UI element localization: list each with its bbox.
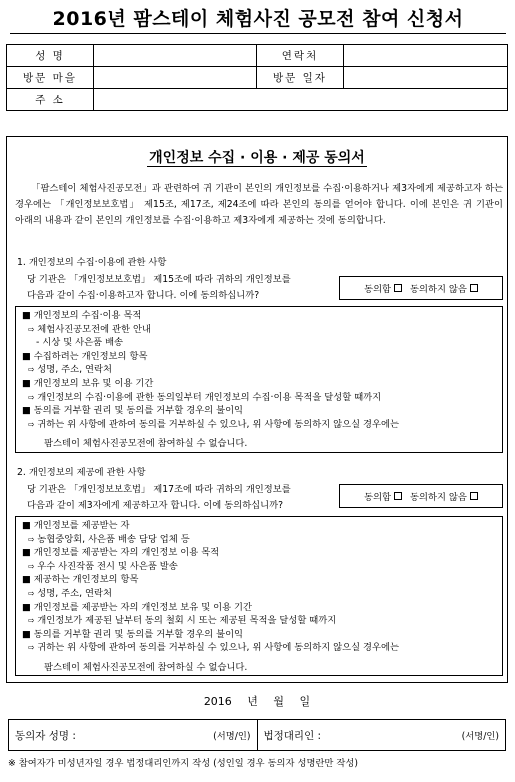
name-field[interactable] bbox=[94, 45, 257, 67]
form-title: 2016년 팜스테이 체험사진 공모전 참여 신청서 bbox=[52, 8, 464, 30]
title-underline bbox=[10, 33, 506, 34]
section1-agree-label: 동의함 bbox=[364, 284, 392, 295]
section1-detail-item: ■ 수집하려는 개인정보의 항목 bbox=[22, 350, 496, 364]
consent-intro: 「팜스테이 체험사진공모전」과 관련하여 귀 기관이 본인의 개인정보를 수집·이용하거나 제3자에게 제공하고자 하는 경우에는 「개인정보보호법」 제15조, 제17조, 제24조에 따라 본인의 동의를 얻어야 합니다. 이에 본인은 귀 기관이 아래의 내용과 같이 본인의 개인정보를 수집·이용하고 제3자에게 제공하는 것에 동의합니다. bbox=[15, 183, 503, 226]
section1-question bbox=[27, 272, 347, 304]
section2-question-line1: 당 기관은 「개인정보보호법」 제17조에 따라 귀하의 개인정보를 bbox=[27, 484, 291, 495]
section2-detail-item: ⇨ 개인정보가 제공된 날부터 동의 철회 시 또는 제공된 목적을 달성할 때까지 bbox=[22, 614, 496, 628]
section2-disagree-checkbox[interactable] bbox=[470, 492, 478, 500]
section1-detail-item: ⇨ 귀하는 위 사항에 관하여 동의를 거부하실 수 있으나, 위 사항에 동의하지 않으실 경우에는 bbox=[22, 418, 496, 432]
section2-detail-item: ■ 제공하는 개인정보의 항목 bbox=[22, 573, 496, 587]
section2-agree-checkbox[interactable] bbox=[394, 492, 402, 500]
consenter-label: 동의자 성명 : bbox=[15, 729, 76, 742]
section1-detail-item: ⇨ 성명, 주소, 연락처 bbox=[22, 363, 496, 377]
visit-date-label: 방문 일자 bbox=[257, 67, 344, 89]
section2-detail-item: ■ 개인정보를 제공받는 자 bbox=[22, 519, 496, 533]
section1-disagree-label: 동의하지 않음 bbox=[410, 284, 467, 295]
section1-detail-item: ■ 동의를 거부할 권리 및 동의를 거부할 경우의 불이익 bbox=[22, 404, 496, 418]
section2-detail-item: ■ 개인정보를 제공받는 자의 개인정보 이용 목적 bbox=[22, 546, 496, 560]
contact-label: 연락처 bbox=[257, 45, 344, 67]
section1-detail-item: ■ 개인정보의 보유 및 이용 기간 bbox=[22, 377, 496, 391]
contact-field[interactable] bbox=[344, 45, 508, 67]
signature-table bbox=[8, 719, 506, 751]
section2-question bbox=[27, 482, 347, 514]
section2-detail-item: ■ 개인정보를 제공받는 자의 개인정보 보유 및 이용 기간 bbox=[22, 601, 496, 615]
village-field[interactable] bbox=[94, 67, 257, 89]
section1-detail-item: ⇨ 체험사진공모전에 관한 안내 bbox=[22, 323, 496, 337]
consent-date: 2016 년 월 일 bbox=[203, 695, 311, 708]
section2-detail-item: ⇨ 귀하는 위 사항에 관하여 동의를 거부하실 수 있으나, 위 사항에 동의하지 않으실 경우에는 bbox=[22, 641, 496, 655]
section1-question-line2: 다음과 같이 수집·이용하고자 합니다. 이에 동의하십니까? bbox=[27, 290, 260, 301]
consent-title bbox=[7, 147, 507, 167]
section2-detail-item: 팜스테이 체험사진공모전에 참여하실 수 없습니다. bbox=[44, 661, 248, 673]
section1-consent-choice bbox=[339, 276, 503, 300]
section1-agree-checkbox[interactable] bbox=[394, 284, 402, 292]
guardian-cell[interactable] bbox=[257, 720, 506, 751]
consenter-cell[interactable] bbox=[9, 720, 258, 751]
applicant-info-table bbox=[6, 44, 508, 111]
section1-heading: 1. 개인정보의 수집·이용에 관한 사항 bbox=[17, 257, 167, 268]
section1-detail-item: ■ 개인정보의 수집·이용 목적 bbox=[22, 309, 496, 323]
section1-detail-item: ⇨ 개인정보의 수집·이용에 관한 동의일부터 개인정보의 수집·이용 목적을 달성할 때까지 bbox=[22, 391, 496, 405]
section1-detail-item: 팜스테이 체험사진공모전에 참여하실 수 없습니다. bbox=[44, 438, 248, 450]
section2-details bbox=[15, 516, 503, 676]
village-label: 방문 마을 bbox=[7, 67, 94, 89]
section2-consent-choice bbox=[339, 484, 503, 508]
section2-question-line2: 다음과 같이 제3자에게 제공하고자 합니다. 이에 동의하십니까? bbox=[27, 500, 284, 511]
section2-detail-item: ⇨ 우수 사진작품 전시 및 사은품 발송 bbox=[22, 560, 496, 574]
section1-details bbox=[15, 306, 503, 453]
section2-detail-item: ■ 동의를 거부할 권리 및 동의를 거부할 경우의 불이익 bbox=[22, 628, 496, 642]
section1-detail-item: - 시상 및 사은품 배송 bbox=[22, 336, 496, 350]
visit-date-field[interactable] bbox=[344, 67, 508, 89]
section2-detail-item: ⇨ 농협중앙회, 사은품 배송 담당 업체 등 bbox=[22, 533, 496, 547]
section2-heading: 2. 개인정보의 제공에 관한 사항 bbox=[17, 467, 146, 478]
address-label: 주 소 bbox=[7, 89, 94, 111]
name-label: 성 명 bbox=[7, 45, 94, 67]
consent-section bbox=[6, 136, 508, 708]
section2-agree-label: 동의함 bbox=[364, 492, 392, 503]
consenter-sign-note: (서명/인) bbox=[213, 730, 251, 742]
section1-disagree-checkbox[interactable] bbox=[470, 284, 478, 292]
form-title-wrap bbox=[8, 6, 508, 32]
section1-question-line1: 당 기관은 「개인정보보호법」 제15조에 따라 귀하의 개인정보를 bbox=[27, 274, 291, 285]
guardian-sign-note: (서명/인) bbox=[461, 730, 499, 742]
section2-disagree-label: 동의하지 않음 bbox=[410, 492, 467, 503]
section2-detail-item: ⇨ 성명, 주소, 연락처 bbox=[22, 587, 496, 601]
address-field[interactable] bbox=[94, 89, 508, 111]
consent-title-text: 개인정보 수집 · 이용 · 제공 동의서 bbox=[149, 150, 365, 166]
footnote: ※ 참여자가 미성년자일 경우 법정대리인까지 작성 (성인일 경우 동의자 성명란만 작성) bbox=[8, 758, 358, 769]
guardian-label: 법정대리인 : bbox=[263, 729, 322, 742]
